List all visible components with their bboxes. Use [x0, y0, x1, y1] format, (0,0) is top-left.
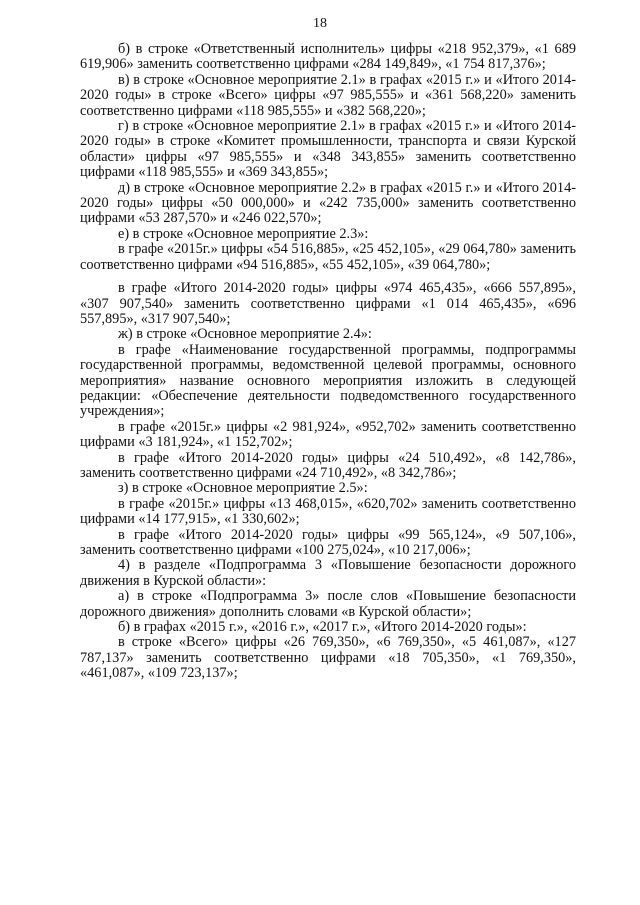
paragraph: в) в строке «Основное мероприятие 2.1» в графах «2015 г.» и «Итого 2014-2020 годы» в строке «Всего» цифры «97 985,555» и «361 568,220» заменить соответственно цифрами «118 985,555» и «382 568,220»;	[80, 71, 576, 119]
paragraph: в графе «Наименование государственной программы, подпрограммы государственной программы, ведомственной целевой программы, основного мероприятия» название основного мероприятия изложить в следующей редакции: «Обеспечение деятельности подведомственного государственного учреждения»;	[80, 341, 576, 420]
paragraph: г) в строке «Основное мероприятие 2.1» в графах «2015 г.» и «Итого 2014-2020 годы» в строке «Комитет промышленности, транспорта и связи Курской области» цифры «97 985,555» и «348 343,855» заменить соответственно цифрами «118 985,555» и «369 343,855»;	[80, 118, 576, 181]
paragraph: в строке «Всего» цифры «26 769,350», «6 769,350», «5 461,087», «127 787,137» заменить соответственно цифрами «18 705,350», «1 769,350», «461,087», «109 723,137»;	[80, 634, 576, 682]
paragraph: а) в строке «Подпрограмма 3» после слов «Повышение безопасности дорожного движения» дополнить словами «в Курской области»;	[80, 588, 576, 620]
paragraph: в графе «Итого 2014-2020 годы» цифры «99 565,124», «9 507,106», заменить соответственно цифрами «100 275,024», «10 217,006»;	[80, 526, 576, 558]
paragraph: в графе «Итого 2014-2020 годы» цифры «974 465,435», «666 557,895», «307 907,540» заменить соответственно цифрами «1 014 465,435», «696 557,895», «317 907,540»;	[80, 280, 576, 327]
document-body	[80, 42, 576, 682]
paragraph: б) в строке «Ответственный исполнитель» цифры «218 952,379», «1 689 619,906» заменить соответственно цифрами «284 149,849», «1 754 817,376»;	[80, 41, 576, 73]
paragraph: б) в графах «2015 г.», «2016 г.», «2017 г.», «Итого 2014-2020 годы»:	[118, 619, 527, 636]
paragraph: 4) в разделе «Подпрограмма 3 «Повышение безопасности дорожного движения в Курской области»:	[80, 557, 576, 589]
paragraph: в графе «2015г.» цифры «54 516,885», «25 452,105», «29 064,780» заменить соответственно цифрами «94 516,885», «55 452,105», «39 064,780»;	[80, 241, 576, 273]
paragraph: ж) в строке «Основное мероприятие 2.4»:	[118, 326, 372, 343]
paragraph: в графе «Итого 2014-2020 годы» цифры «24 510,492», «8 142,786», заменить соответственно цифрами «24 710,492», «8 342,786»;	[80, 449, 576, 481]
page-number: 18	[313, 16, 327, 31]
paragraph: з) в строке «Основное мероприятие 2.5»:	[118, 480, 368, 497]
paragraph: в графе «2015г.» цифры «2 981,924», «952,702» заменить соответственно цифрами «3 181,924», «1 152,702»;	[80, 418, 576, 451]
paragraph: е) в строке «Основное мероприятие 2.3»:	[118, 225, 369, 242]
paragraph: д) в строке «Основное мероприятие 2.2» в графах «2015 г.» и «Итого 2014-2020 годы» цифры «50 000,000» и «242 735,000» заменить соответственно цифрами «53 287,570» и «246 022,570»;	[80, 179, 576, 227]
paragraph: в графе «2015г.» цифры «13 468,015», «620,702» заменить соответственно цифрами «14 177,915», «1 330,602»;	[80, 495, 576, 528]
